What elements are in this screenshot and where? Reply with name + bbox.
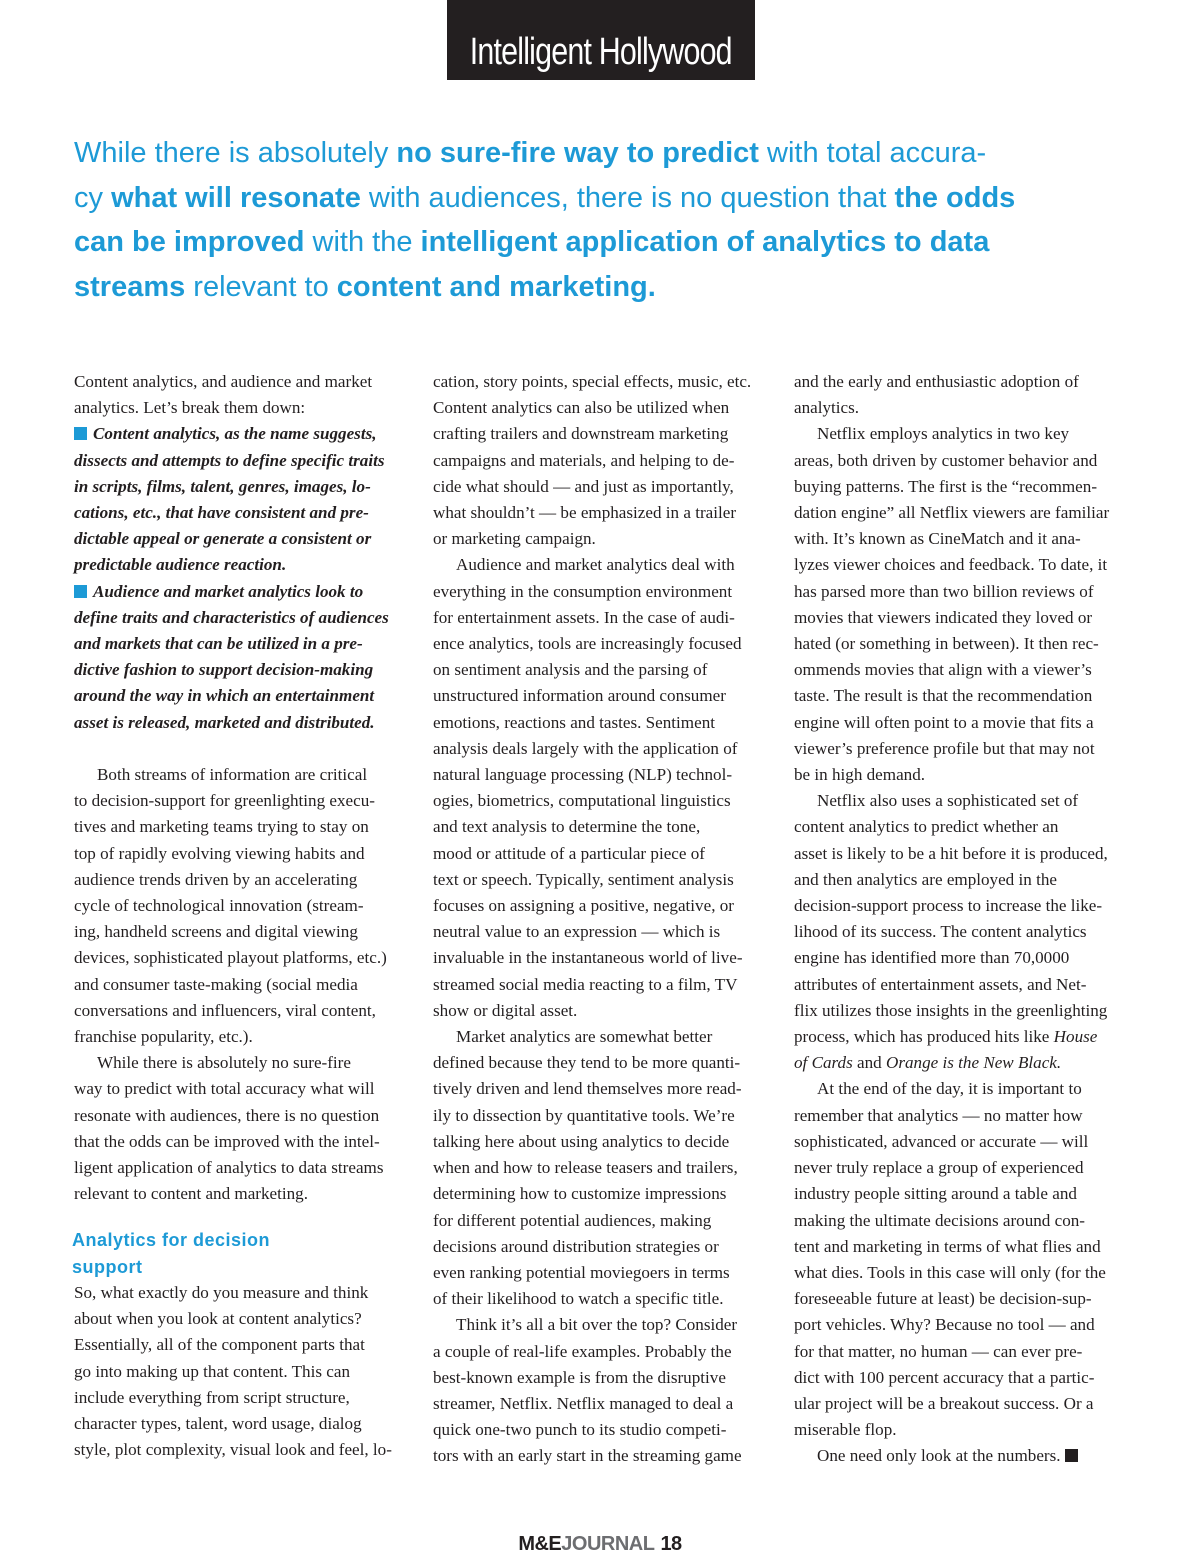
body-text-line: what dies. Tools in this case will only (for the [794, 1262, 1106, 1282]
paragraph-first-line [794, 1443, 1134, 1469]
footer-journal: JOURNAL [561, 1533, 655, 1555]
body-text-line: conversations and influencers, viral content, [74, 1000, 376, 1020]
body-text-line: ence analytics, tools are increasingly focused [433, 634, 742, 654]
pull-quote-emphasis: content and marketing. [336, 270, 656, 303]
body-text-line: determining how to customize impressions [433, 1184, 727, 1204]
pull-quote-text: with audiences, there is no question that [360, 181, 895, 214]
pull-quote-line [74, 176, 1134, 221]
body-text-line: invaluable in the instantaneous world of live- [433, 948, 743, 968]
body-text-line: about when you look at content analytics? [74, 1309, 362, 1329]
body-text-line: ogies, biometrics, computational linguistics [433, 791, 731, 811]
page-footer [0, 1533, 1200, 1556]
body-text-line: Content analytics, and audience and market [74, 372, 373, 391]
body-text-line: focuses on assigning a positive, negative, or [433, 896, 734, 916]
body-text-line: devices, sophisticated playout platforms, etc.) [74, 948, 387, 968]
body-text-line: areas, both driven by customer behavior and [794, 450, 1098, 470]
article-column-1 [74, 369, 414, 1463]
body-text-line: include everything from script structure, [74, 1387, 350, 1407]
body-text-line: streamer, Netflix. Netflix managed to deal a [433, 1393, 734, 1413]
title-italic: of Cards [794, 1053, 853, 1073]
body-text-line: resonate with audiences, there is no question [74, 1105, 380, 1125]
body-text: process, which has produced hits like [794, 1027, 1054, 1047]
body-text-line: Essentially, all of the component parts that [74, 1335, 365, 1355]
body-text-line: ular project will be a breakout success. Or a [794, 1393, 1094, 1413]
body-text-line: or marketing campaign. [433, 529, 596, 549]
paragraph-first-line: Netflix employs analytics in two key [817, 424, 1070, 444]
body-text-line: when and how to release teasers and trailers, [433, 1158, 738, 1178]
bullet-text-line: cations, etc., that have consistent and pre- [74, 503, 369, 523]
body-text-line: content analytics to predict whether an [794, 817, 1059, 837]
body-text-line: cation, story points, special effects, music, etc. [433, 372, 752, 391]
body-text-line: that the odds can be improved with the intel- [74, 1131, 380, 1151]
body-text-line: making the ultimate decisions around con- [794, 1210, 1085, 1230]
bullet-text-line: dissects and attempts to define specific traits [74, 450, 385, 470]
body-text-line: character types, talent, word usage, dialog [74, 1413, 362, 1433]
body-text-line: So, what exactly do you measure and think [74, 1282, 369, 1302]
body-text-line: engine will often point to a movie that fits a [794, 712, 1094, 732]
body-text-line: what shouldn’t — be emphasized in a trailer [433, 503, 737, 523]
bullet-text-line: around the way in which an entertainment [74, 686, 375, 706]
body-text-line: audience trends driven by an accelerating [74, 869, 358, 889]
body-text-line: way to predict with total accuracy what will [74, 1079, 375, 1099]
body-text-line: franchise popularity, etc.). [74, 1027, 253, 1047]
body-text-line: miserable flop. [794, 1420, 897, 1440]
bullet-text-line: define traits and characteristics of audiences [74, 607, 389, 627]
paragraph-gap [74, 736, 414, 762]
body-text-line: ommends movies that align with a viewer’s [794, 660, 1092, 680]
pull-quote-text: with total accura- [758, 137, 987, 169]
body-text-line: everything in the consumption environment [433, 581, 733, 601]
body-text-line: industry people sitting around a table and [794, 1184, 1077, 1204]
body-text-line: and the early and enthusiastic adoption of [794, 372, 1079, 391]
body-text-line: never truly replace a group of experienced [794, 1158, 1084, 1178]
body-text-line: Content analytics can also be utilized when [433, 398, 730, 418]
pull-quote-line [74, 265, 1134, 310]
body-text-line: unstructured information around consumer [433, 686, 726, 706]
pull-quote [74, 131, 1134, 309]
body-text-line: tors with an early start in the streaming game [433, 1446, 742, 1466]
closing-text: One need only look at the numbers. [817, 1446, 1061, 1466]
body-text-line: top of rapidly evolving viewing habits and [74, 843, 365, 863]
body-text-line: natural language processing (NLP) technol- [433, 765, 733, 785]
body-text-line: analytics. Let’s break them down: [74, 398, 306, 418]
footer-brand: M&E [518, 1533, 562, 1555]
pull-quote-text: While there is absolutely [74, 137, 397, 169]
body-text-line: for entertainment assets. In the case of audi- [433, 607, 735, 627]
article-column-2 [433, 369, 773, 1470]
body-text-line: has parsed more than two billion reviews of [794, 581, 1094, 601]
section-banner [447, 0, 755, 80]
body-text-line: engine has identified more than 70,0000 [794, 948, 1070, 968]
paragraph-first-line: Market analytics are somewhat better [456, 1027, 713, 1047]
bullet-text-line: dictive fashion to support decision-making [74, 660, 374, 680]
body-text-line: movies that viewers indicated they loved or [794, 607, 1093, 627]
bullet-item [74, 579, 414, 605]
body-text-line: campaigns and materials, and helping to de- [433, 450, 735, 470]
body-text-line: cycle of technological innovation (stream- [74, 896, 364, 916]
body-text-line: to decision-support for greenlighting execu- [74, 791, 375, 811]
end-mark-icon [1065, 1449, 1078, 1462]
body-text-line: on sentiment analysis and the parsing of [433, 660, 708, 680]
section-banner-title: Intelligent Hollywood [469, 31, 733, 73]
body-text-line: foreseeable future at least) be decision-sup- [794, 1289, 1092, 1309]
body-text-line: for different potential audiences, making [433, 1210, 712, 1230]
square-bullet-icon [74, 585, 87, 598]
body-text-line: be in high demand. [794, 765, 926, 785]
body-text-line: analysis deals largely with the application of [433, 738, 738, 758]
bullet-text-line: in scripts, films, talent, genres, images, lo- [74, 476, 371, 496]
body-text-line: defined because they tend to be more quanti- [433, 1053, 741, 1073]
body-text-line: go into making up that content. This can [74, 1361, 350, 1381]
pull-quote-emphasis: streams [74, 270, 186, 303]
body-text-line [794, 1050, 1134, 1076]
pull-quote-text: relevant to [185, 270, 337, 303]
pull-quote-text: cy [74, 181, 112, 214]
body-text-line: ily to dissection by quantitative tools. We’re [433, 1105, 735, 1125]
body-text-line: with. It’s known as CineMatch and it ana- [794, 529, 1081, 549]
body-text-line: lihood of its success. The content analytics [794, 922, 1087, 942]
body-text-line: for that matter, no human — can ever pre- [794, 1341, 1083, 1361]
body-text-line: emotions, reactions and tastes. Sentiment [433, 712, 715, 732]
paragraph-first-line: While there is absolutely no sure-fire [97, 1053, 351, 1073]
body-text-line: sophisticated, advanced or accurate — will [794, 1131, 1089, 1151]
body-text-line: show or digital asset. [433, 1000, 578, 1020]
pull-quote-text: with the [304, 226, 421, 258]
bullet-item [74, 421, 414, 447]
body-text-line: cide what should — and just as importantly, [433, 476, 734, 496]
bullet-text-line: dictable appeal or generate a consistent or [74, 529, 372, 549]
bullet-text: Content analytics, as the name suggests, [93, 424, 377, 444]
body-text-line: remember that analytics — no matter how [794, 1105, 1083, 1125]
pull-quote-emphasis: can be improved [74, 226, 305, 258]
body-text-line: hated (or something in between). It then rec- [794, 634, 1099, 654]
body-text-line: attributes of entertainment assets, and Net- [794, 974, 1087, 994]
body-text-line: streamed social media reacting to a film, TV [433, 974, 738, 994]
body-text-line: asset is likely to be a hit before it is produced, [794, 843, 1108, 863]
body-text-line: style, plot complexity, visual look and feel, lo- [74, 1440, 392, 1460]
body-text-line: viewer’s preference profile but that may not [794, 738, 1095, 758]
paragraph-first-line: Netflix also uses a sophisticated set of [817, 791, 1079, 811]
section-subheading: support [72, 1256, 143, 1277]
body-text-line: taste. The result is that the recommendation [794, 686, 1093, 706]
page-number: 18 [660, 1533, 682, 1555]
paragraph-first-line: Think it’s all a bit over the top? Consider [456, 1315, 738, 1335]
body-text-line: buying patterns. The first is the “recommen- [794, 476, 1098, 496]
body-text-line: quick one-two punch to its studio competi- [433, 1420, 727, 1440]
pull-quote-emphasis: no sure-fire way to predict [396, 137, 759, 169]
body-text-line [794, 1024, 1134, 1050]
section-subheading: Analytics for decision [72, 1230, 271, 1251]
body-text-line: of their likelihood to watch a specific title. [433, 1289, 724, 1309]
bullet-text: Audience and market analytics look to [93, 581, 364, 601]
body-text-line: ligent application of analytics to data streams [74, 1158, 384, 1178]
body-text-line: and then analytics are employed in the [794, 869, 1057, 889]
body-text-line: a couple of real-life examples. Probably the [433, 1341, 732, 1361]
pull-quote-emphasis: intelligent application of analytics to data [420, 226, 990, 258]
title-italic: Orange is the New Black. [885, 1053, 1062, 1073]
bullet-text-line: predictable audience reaction. [74, 555, 287, 575]
body-text-line: best-known example is from the disruptive [433, 1367, 726, 1387]
title-italic: House [1053, 1027, 1098, 1047]
body-text-line: mood or attitude of a particular piece of [433, 843, 705, 863]
body-text-line: relevant to content and marketing. [74, 1184, 309, 1204]
body-text-line: crafting trailers and downstream marketing [433, 424, 729, 444]
body-text-line: dation engine” all Netflix viewers are familiar [794, 503, 1110, 523]
body-text-line: flix utilizes those insights in the greenlighting [794, 1000, 1108, 1020]
pull-quote-line [74, 131, 1134, 176]
pull-quote-line [74, 220, 1134, 265]
body-text-line: text or speech. Typically, sentiment analysis [433, 869, 734, 889]
body-text-line: and text analysis to determine the tone, [433, 817, 701, 837]
bullet-text-line: asset is released, marketed and distributed. [74, 712, 375, 732]
body-text: and [852, 1053, 886, 1073]
body-text-line: decision-support process to increase the like- [794, 896, 1103, 916]
pull-quote-emphasis: what will resonate [111, 181, 361, 214]
body-text-line: neutral value to an expression — which is [433, 922, 721, 942]
body-text-line: decisions around distribution strategies or [433, 1236, 719, 1256]
body-text-line: tives and marketing teams trying to stay on [74, 817, 369, 837]
body-text-line: ing, handheld screens and digital viewing [74, 922, 358, 942]
body-text-line: lyzes viewer choices and feedback. To date, it [794, 555, 1108, 575]
body-text-line: port vehicles. Why? Because no tool — and [794, 1315, 1095, 1335]
article-column-3 [794, 369, 1134, 1470]
pull-quote-emphasis: the odds [894, 181, 1016, 214]
paragraph-first-line: Both streams of information are critical [97, 765, 368, 785]
paragraph-first-line: At the end of the day, it is important to [817, 1079, 1082, 1099]
body-text-line: talking here about using analytics to decide [433, 1131, 730, 1151]
body-text-line: and consumer taste-making (social media [74, 974, 358, 994]
body-text-line: even ranking potential moviegoers in terms [433, 1262, 730, 1282]
body-text-line: tent and marketing in terms of what flies and [794, 1236, 1101, 1256]
square-bullet-icon [74, 427, 87, 440]
body-text-line: dict with 100 percent accuracy that a partic- [794, 1367, 1095, 1387]
bullet-text-line: and markets that can be utilized in a pre- [74, 634, 363, 654]
body-text-line: analytics. [794, 398, 860, 418]
paragraph-first-line: Audience and market analytics deal with [456, 555, 735, 575]
body-text-line: tively driven and lend themselves more read- [433, 1079, 742, 1099]
